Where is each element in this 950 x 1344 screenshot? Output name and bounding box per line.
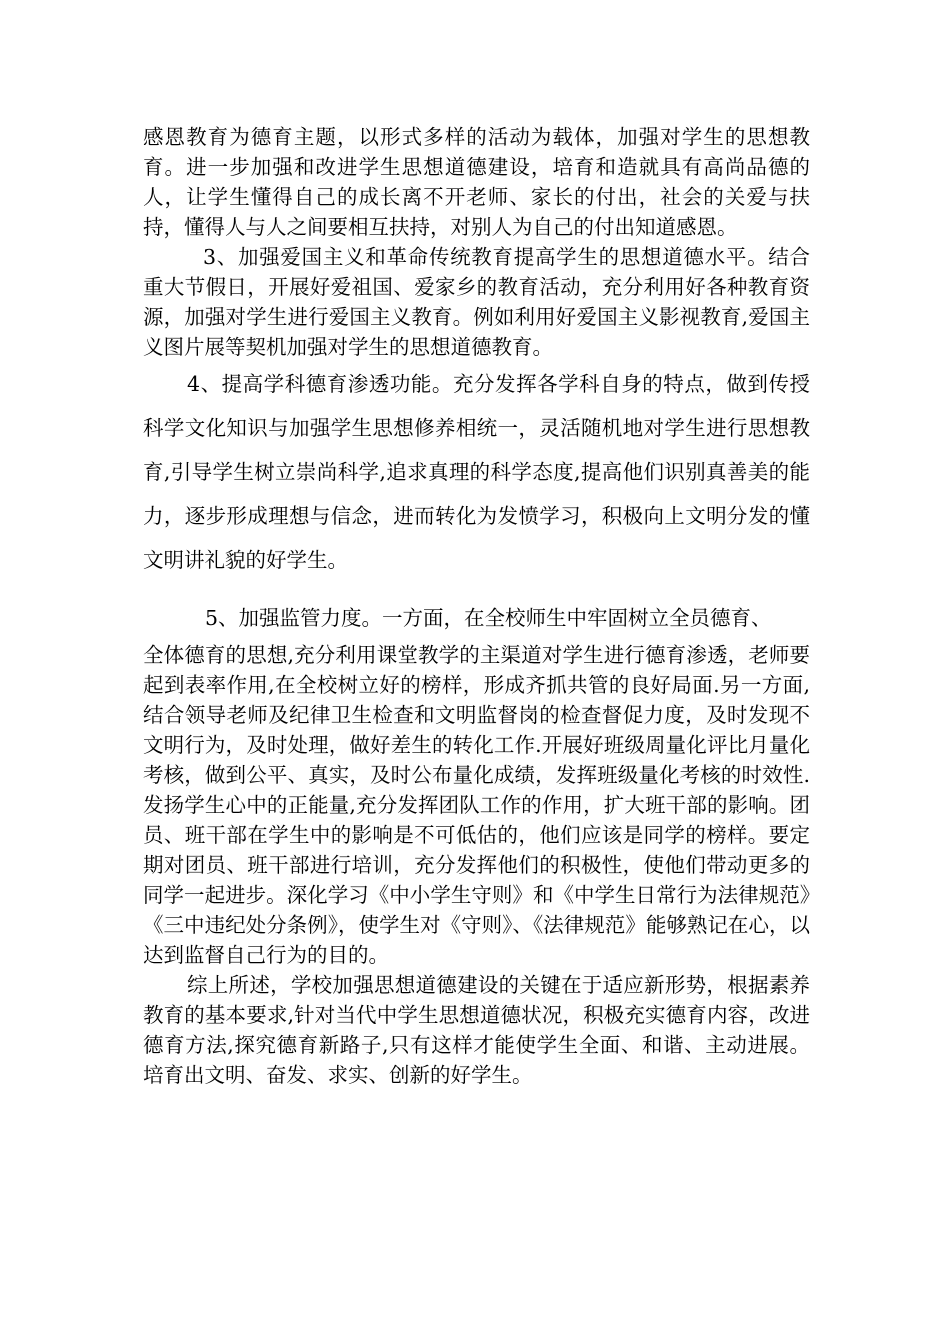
paragraph-lead-line: 5、加强监管力度。一方面，在全校师生中牢固树立全员德育、 (205, 606, 772, 630)
paragraph-gratitude-education: 感恩教育为德育主题，以形式多样的活动为载体，加强对学生的思想教育。进一步加强和改进学生思想道德建设，培育和造就具有高尚品德的人，让学生懂得自己的成长离不开老师、家长的付出，社会的关爱与扶持，懂得人与人之间要相互扶持，对别人为自己的付出知道感恩。 (143, 125, 810, 239)
paragraph-conclusion: 综上所述，学校加强思想道德建设的关键在于适应新形势，根据素养教育的基本要求,针对当代中学生思想道德状况，积极充实德育内容，改进德育方法,探究德育新路子,只有这样才能使学生全面、和谐、主动进展。培育出文明、奋发、求实、创新的好学生。 (143, 973, 810, 1087)
paragraph-supervision (143, 596, 810, 970)
paragraph-patriotism-education: 3、加强爱国主义和革命传统教育提高学生的思想道德水平。结合重大节假日，开展好爱祖国、爱家乡的教育活动，充分利用好各种教育资源，加强对学生进行爱国主义教育。例如利用好爱国主义影视教育,爱国主义图片展等契机加强对学生的思想道德教育。 (143, 245, 810, 359)
document-body (143, 122, 810, 1090)
paragraph-text: 4、提高学科德育渗透功能。充分发挥各学科自身的特点，做到传授科学文化知识与加强学生思想修养相统一，灵活随机地对学生进行思想教育,引导学生树立崇尚科学,追求真理的科学态度,提高他们识别真善美的能力，逐步形成理想与信念，进而转化为发愤学习，积极向上文明分发的懂文明讲礼貌的好学生。 (143, 372, 810, 572)
paragraph-text: 全体德育的思想,充分利用课堂教学的主渠道对学生进行德育渗透，老师要起到表率作用,在全校树立好的榜样，形成齐抓共管的良好局面.另一方面,结合领导老师及纪律卫生检查和文明监督岗的检查督促力度，及时发现不文明行为，及时处理，做好差生的转化工作.开展好班级周量化评比月量化考核，做到公平、真实，及时公布量化成绩，发挥班级量化考核的时效性.发扬学生心中的正能量,充分发挥团队工作的作用，扩大班干部的影响。团员、班干部在学生中的影响是不可低估的，他们应该是同学的榜样。要定期对团员、班干部进行培训，充分发挥他们的积极性，使他们带动更多的同学一起进步。深化学习《中小学生守则》和《中学生日常行为法律规范》《三中违纪处分条例》，使学生对《守则》、《法律规范》能够熟记在心，以达到监督自己行为的目的。 (143, 643, 810, 967)
paragraph-subject-moral-education (143, 362, 810, 582)
